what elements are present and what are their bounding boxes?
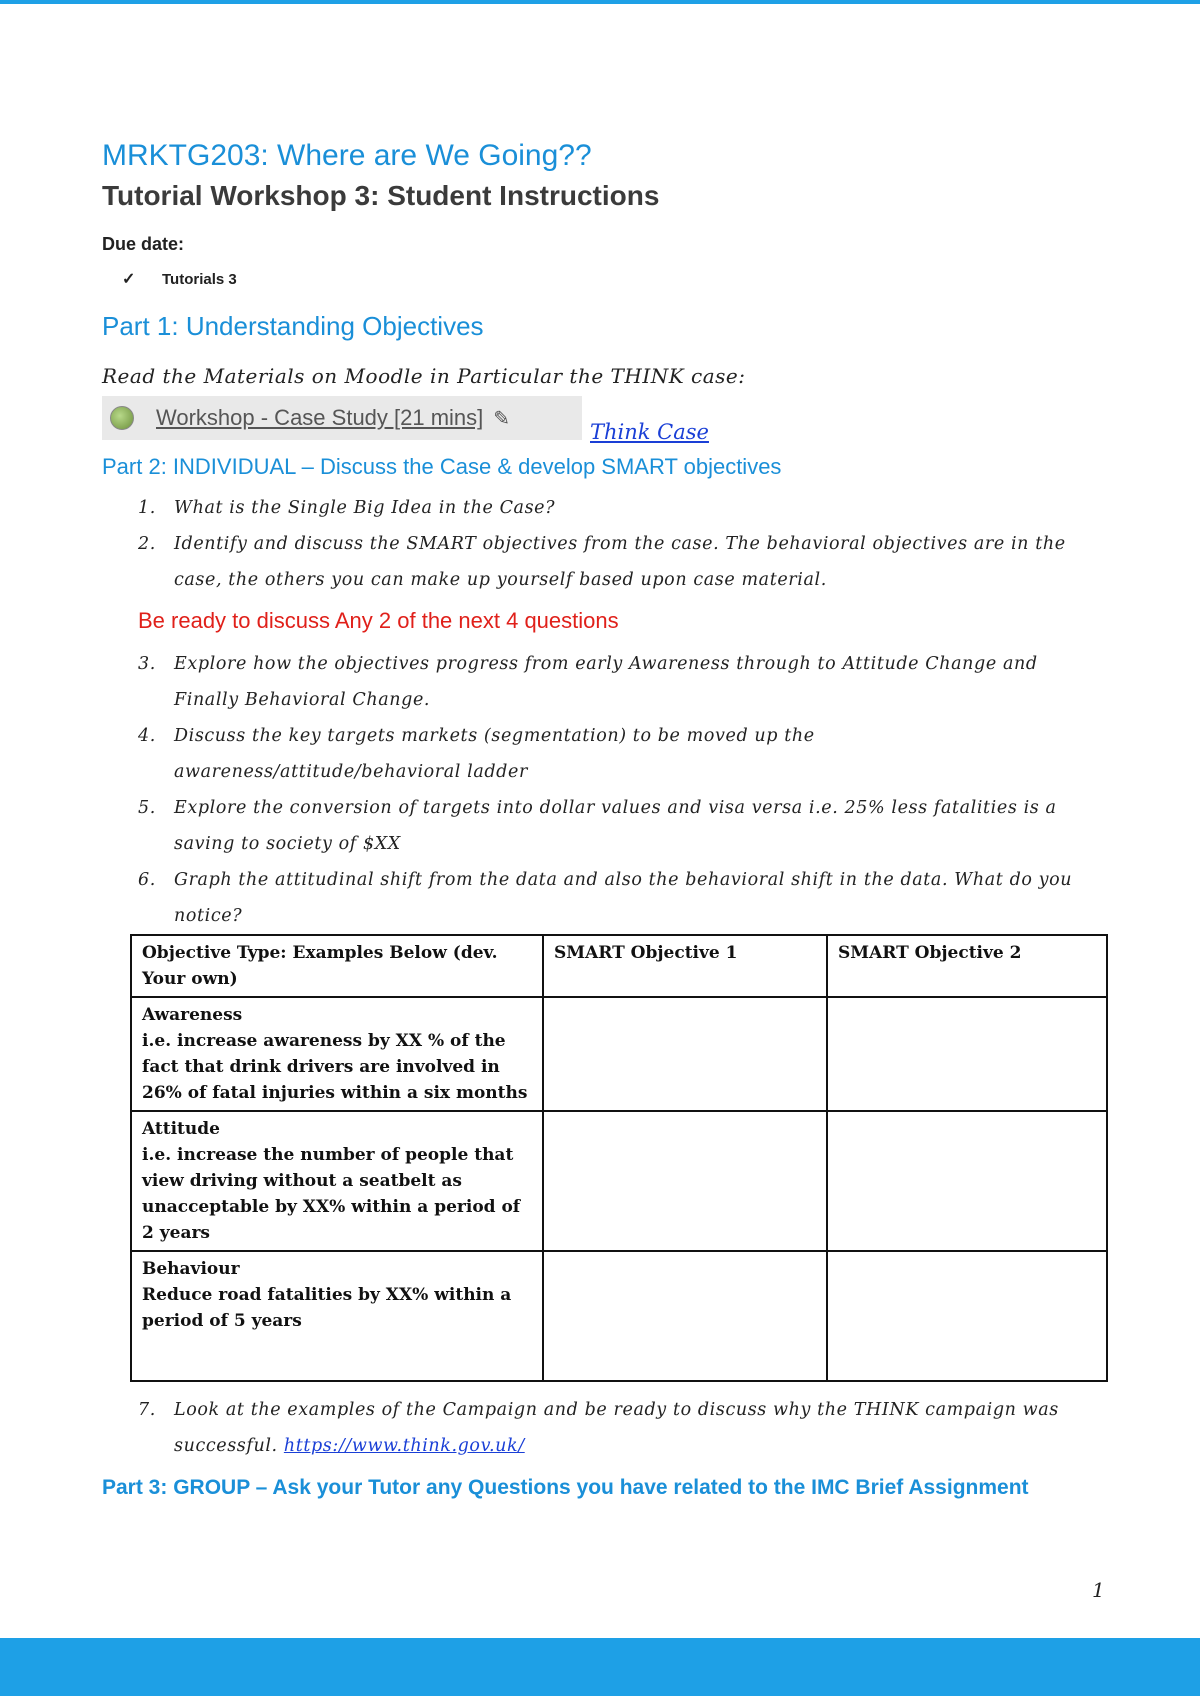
table-cell — [131, 1111, 543, 1251]
ready-note: Be ready to discuss Any 2 of the next 4 questions — [138, 608, 619, 633]
question-text-body: Look at the examples of the Campaign and be ready to discuss why the THINK campaign was successful. — [174, 1400, 1059, 1456]
question-text: Graph the attitudinal shift from the data and also the behavioral shift in the data. What do you notice? — [174, 870, 1073, 926]
question-number: 4. — [138, 726, 156, 746]
questions-list-a — [102, 490, 1102, 598]
question-text: What is the Single Big Idea in the Case? — [174, 498, 556, 518]
list-item — [102, 526, 1102, 598]
question-number: 6. — [138, 870, 156, 890]
question-text: Discuss the key targets markets (segmentation) to be moved up the awareness/attitude/behavioral ladder — [174, 726, 815, 782]
globe-icon — [110, 406, 134, 430]
document-page — [102, 138, 1102, 1500]
table-cell[interactable] — [543, 997, 827, 1111]
question-text: Explore how the objectives progress from early Awareness through to Attitude Change and Finally Behavioral Change. — [174, 654, 1038, 710]
read-instruction: Read the Materials on Moodle in Particular the THINK case: — [102, 364, 746, 388]
objective-type: Behaviour — [142, 1259, 240, 1279]
pencil-icon[interactable]: ✎ — [493, 407, 511, 430]
objective-type: Attitude — [142, 1119, 220, 1139]
table-cell[interactable] — [827, 1251, 1107, 1381]
think-website-link[interactable]: https://www.think.gov.uk/ — [283, 1436, 525, 1456]
table-row — [131, 1111, 1107, 1251]
page-number: 1 — [1092, 1578, 1105, 1602]
table-cell — [131, 1251, 543, 1381]
questions-list-c — [102, 1392, 1102, 1464]
objective-type: Awareness — [142, 1005, 243, 1025]
objectives-table — [130, 934, 1108, 1382]
list-item — [102, 862, 1102, 934]
table-row — [131, 1251, 1107, 1381]
due-date-label: Due date: — [102, 234, 185, 254]
table-cell — [131, 997, 543, 1111]
part3-heading: Part 3: GROUP – Ask your Tutor any Questions you have related to the IMC Brief Assignment — [102, 1476, 1029, 1499]
objective-example: i.e. increase the number of people that view driving without a seatbelt as unacceptable by XX% within a period of 2 years — [142, 1145, 521, 1243]
think-case-link[interactable]: Think Case — [590, 420, 709, 444]
footer-band — [0, 1638, 1200, 1696]
attachment-row — [102, 396, 1102, 444]
attachment-link[interactable] — [102, 396, 582, 440]
table-cell[interactable] — [827, 997, 1107, 1111]
page-subtitle: Tutorial Workshop 3: Student Instructions — [102, 180, 660, 211]
table-header-cell: SMART Objective 2 — [827, 935, 1107, 997]
questions-list-b — [102, 646, 1102, 934]
due-item-text: Tutorials 3 — [162, 270, 237, 288]
objective-example: i.e. increase awareness by XX % of the fact that drink drivers are involved in 26% of fatal injuries within a six months — [142, 1031, 528, 1103]
table-row — [131, 997, 1107, 1111]
attachment-label[interactable]: Workshop - Case Study [21 mins] — [156, 405, 484, 430]
question-number: 1. — [138, 498, 156, 518]
due-item — [122, 269, 1102, 289]
table-header-cell: SMART Objective 1 — [543, 935, 827, 997]
list-item — [102, 490, 1102, 526]
question-text: Identify and discuss the SMART objectives from the case. The behavioral objectives are in the case, the others you can make up yourself based upon case material. — [174, 534, 1066, 590]
question-number: 2. — [138, 534, 156, 554]
table-cell[interactable] — [827, 1111, 1107, 1251]
table-header-cell: Objective Type: Examples Below (dev. Your own) — [131, 935, 543, 997]
table-header-row — [131, 935, 1107, 997]
question-number: 5. — [138, 798, 156, 818]
question-text: Explore the conversion of targets into dollar values and visa versa i.e. 25% less fatalities is a saving to society of $XX — [174, 798, 1057, 854]
top-rule — [0, 0, 1200, 4]
list-item — [102, 790, 1102, 862]
table-cell[interactable] — [543, 1251, 827, 1381]
table-cell[interactable] — [543, 1111, 827, 1251]
objective-example: Reduce road fatalities by XX% within a period of 5 years — [142, 1285, 512, 1331]
part2-heading: Part 2: INDIVIDUAL – Discuss the Case & develop SMART objectives — [102, 454, 782, 479]
question-number: 7. — [138, 1400, 156, 1420]
check-icon: ✓ — [122, 271, 136, 288]
list-item — [102, 718, 1102, 790]
question-text — [174, 1392, 1102, 1464]
question-number: 3. — [138, 654, 156, 674]
list-item — [102, 1392, 1102, 1464]
part1-heading: Part 1: Understanding Objectives — [102, 311, 484, 341]
page-title: MRKTG203: Where are We Going?? — [102, 139, 592, 172]
list-item — [102, 646, 1102, 718]
